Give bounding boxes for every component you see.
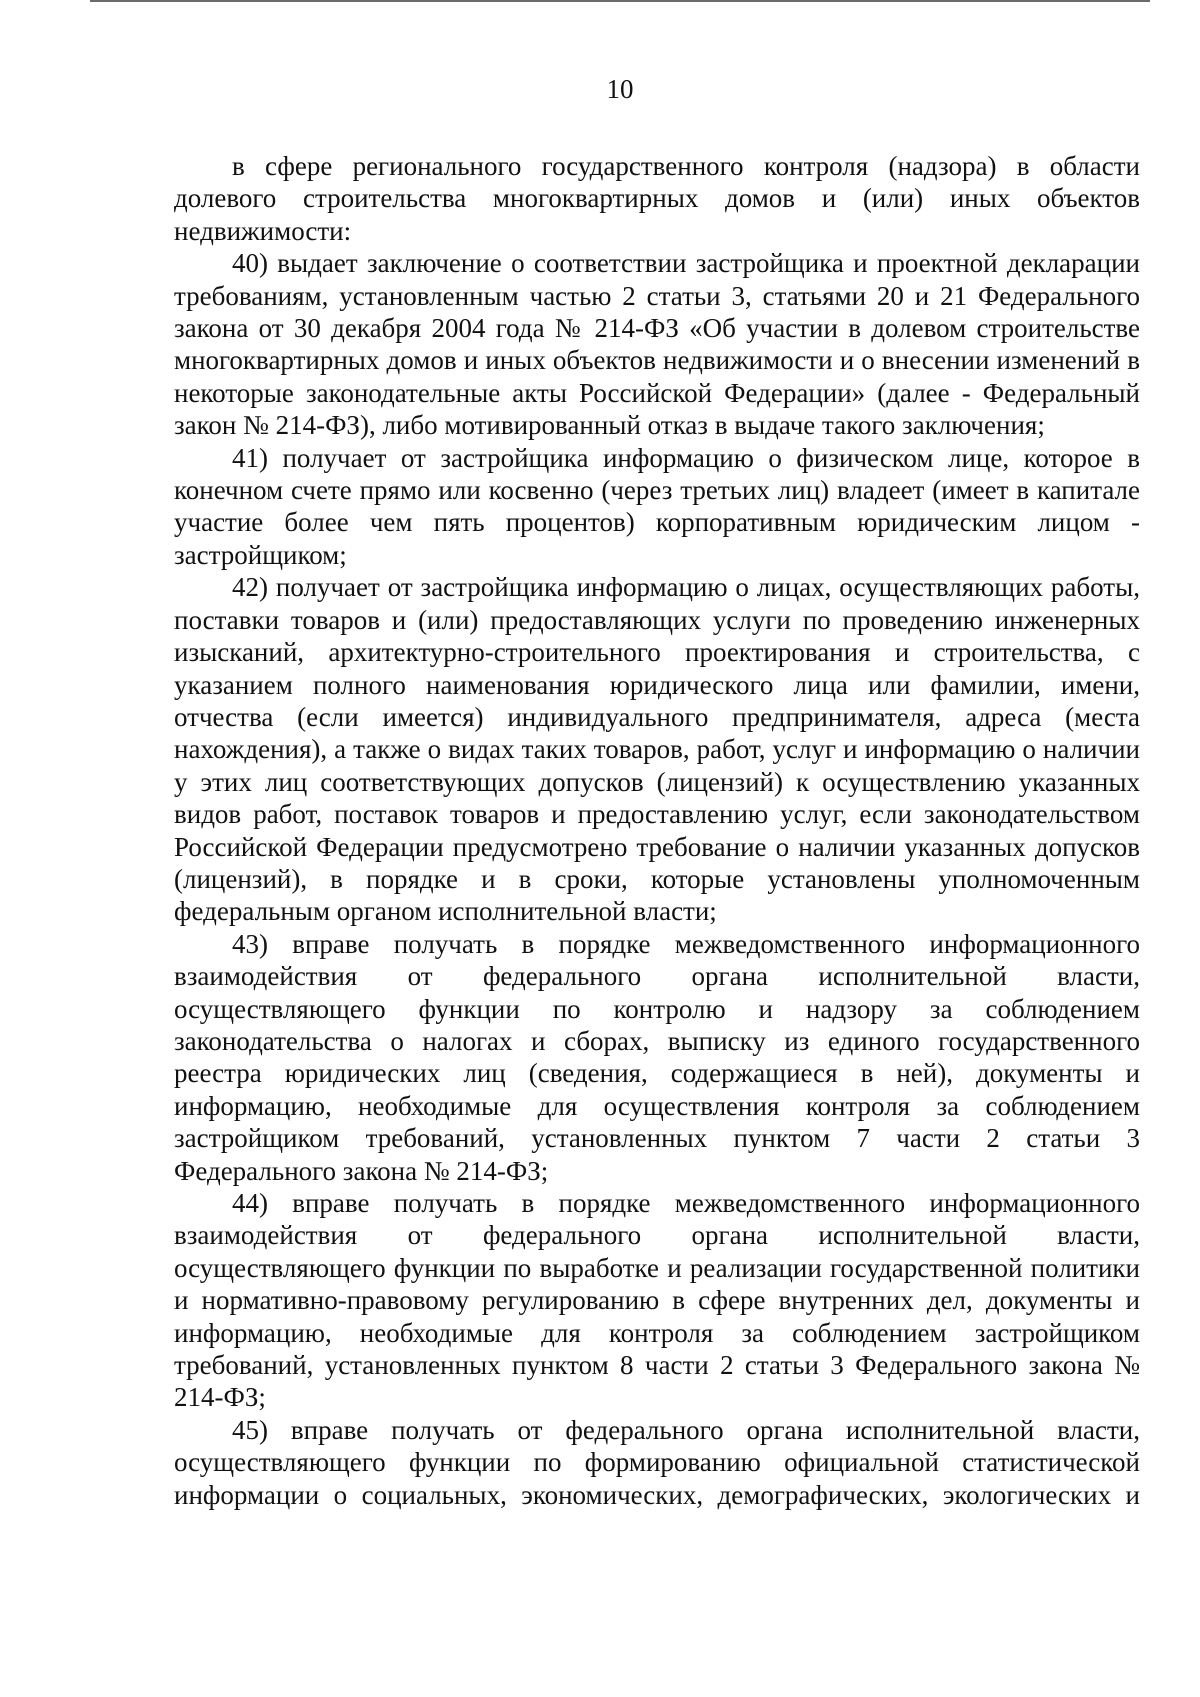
paragraph-intro: в сфере регионального государственного контроля (надзора) в области долевого строительства многоквартирных домов и (или) иных объектов недвижимости:	[174, 151, 1140, 246]
page-number: 10	[606, 74, 634, 104]
paragraph-item-41: 41) получает от застройщика информацию о физическом лице, которое в конечном счете прямо или косвенно (через третьих лиц) владеет (имеет в капитале участие более чем пять процентов) корпоративным юридическим лицом - застройщиком;	[174, 442, 1140, 570]
paragraph-item-43: 43) вправе получать в порядке межведомственного информационного взаимодействия от федерального органа исполнительной власти, осуществляющего функции по контролю и надзору за соблюдением законодательства о налогах и сборах, выписку из единого государственного реестра юридических лиц (сведения, содержащиеся в ней), документы и информацию, необходимые для осуществления контроля за соблюдением застройщиком требований, установленных пунктом 7 части 2 статьи 3 Федерального закона № 214-ФЗ;	[174, 928, 1140, 1186]
paragraph-item-40: 40) выдает заключение о соответствии застройщика и проектной декларации требованиям, установленным частью 2 статьи 3, статьями 20 и 21 Федерального закона от 30 декабря 2004 года № 214-ФЗ «Об участии в долевом строительстве многоквартирных домов и иных объектов недвижимости и о внесении изменений в некоторые законодательные акты Российской Федерации» (далее - Федеральный закон № 214-ФЗ), либо мотивированный отказ в выдаче такого заключения;	[174, 248, 1140, 441]
paragraph-item-45: 45) вправе получать от федерального органа исполнительной власти, осуществляющего функции по формированию официальной статистической информации о социальных, экономических, демографических, экологических и	[174, 1414, 1140, 1510]
document-body	[174, 150, 1140, 1511]
paragraph-item-44: 44) вправе получать в порядке межведомственного информационного взаимодействия от федерального органа исполнительной власти, осуществляющего функции по выработке и реализации государственной политики и нормативно-правовому регулированию в сфере внутренних дел, документы и информацию, необходимые для контроля за соблюдением застройщиком требований, установленных пунктом 8 части 2 статьи 3 Федерального закона № 214-ФЗ;	[174, 1188, 1140, 1413]
paragraph-item-42: 42) получает от застройщика информацию о лицах, осуществляющих работы, поставки товаров и (или) предоставляющих услуги по проведению инженерных изысканий, архитектурно-строительного проектирования и строительства, с указанием полного наименования юридического лица или фамилии, имени, отчества (если имеется) индивидуального предпринимателя, адреса (места нахождения), а также о видах таких товаров, работ, услуг и информацию о наличии у этих лиц соответствующих допусков (лицензий) к осуществлению указанных видов работ, поставок товаров и предоставлению услуг, если законодательством Российской Федерации предусмотрено требование о наличии указанных допусков (лицензий), в порядке и в сроки, которые установлены уполномоченным федеральным органом исполнительной власти;	[174, 572, 1140, 927]
page-top-edge-rule	[90, 0, 1150, 2]
